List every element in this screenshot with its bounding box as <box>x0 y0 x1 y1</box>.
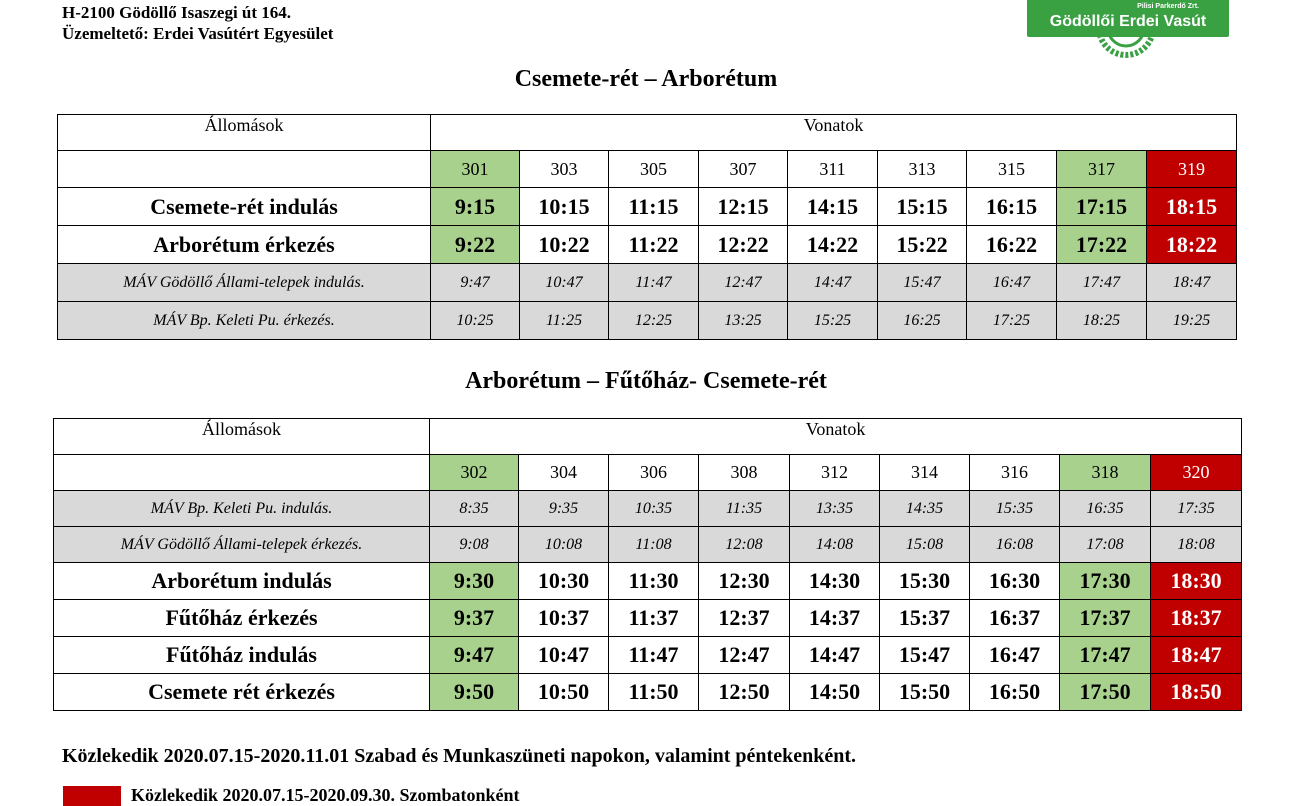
time-cell: 14:50 <box>790 674 880 711</box>
time-cell: 9:35 <box>519 491 609 527</box>
time-cell: 17:22 <box>1057 226 1147 264</box>
train-number: 303 <box>520 151 609 188</box>
time-cell: 14:08 <box>790 527 880 563</box>
time-cell: 17:25 <box>967 302 1057 340</box>
time-cell: 15:15 <box>878 188 967 226</box>
time-cell: 8:35 <box>430 491 519 527</box>
time-cell: 10:08 <box>519 527 609 563</box>
time-cell: 16:22 <box>967 226 1057 264</box>
time-cell: 15:47 <box>878 264 967 302</box>
station-name: Fűtőház indulás <box>54 637 430 674</box>
time-cell: 18:47 <box>1147 264 1237 302</box>
station-name: Fűtőház érkezés <box>54 600 430 637</box>
time-cell: 12:50 <box>699 674 790 711</box>
station-name: Csemete-rét indulás <box>58 188 431 226</box>
empty-cell <box>58 151 431 188</box>
time-cell: 9:15 <box>431 188 520 226</box>
time-cell: 17:37 <box>1060 600 1151 637</box>
stations-header: Állomások <box>54 419 430 455</box>
timetable-row <box>54 674 1242 711</box>
time-cell: 13:35 <box>790 491 880 527</box>
header-row <box>58 115 1237 151</box>
time-cell: 11:22 <box>609 226 699 264</box>
time-cell: 11:37 <box>609 600 699 637</box>
time-cell: 15:08 <box>880 527 970 563</box>
time-cell: 12:22 <box>699 226 788 264</box>
time-cell: 11:15 <box>609 188 699 226</box>
time-cell: 18:30 <box>1151 563 1242 600</box>
time-cell: 10:47 <box>520 264 609 302</box>
header-row <box>54 419 1242 455</box>
time-cell: 18:37 <box>1151 600 1242 637</box>
trains-header: Vonatok <box>431 115 1237 151</box>
train-number-row <box>58 151 1237 188</box>
time-cell: 16:25 <box>878 302 967 340</box>
time-cell: 9:47 <box>431 264 520 302</box>
time-cell: 18:15 <box>1147 188 1237 226</box>
address: H-2100 Gödöllő Isaszegi út 164. <box>62 3 292 22</box>
time-cell: 10:50 <box>519 674 609 711</box>
train-number: 312 <box>790 455 880 491</box>
time-cell: 15:30 <box>880 563 970 600</box>
time-cell: 14:47 <box>788 264 878 302</box>
train-number-row <box>54 455 1242 491</box>
train-number: 308 <box>699 455 790 491</box>
time-cell: 18:50 <box>1151 674 1242 711</box>
train-number: 316 <box>970 455 1060 491</box>
time-cell: 9:08 <box>430 527 519 563</box>
timetable-1 <box>57 114 1237 340</box>
train-number: 306 <box>609 455 699 491</box>
time-cell: 11:47 <box>609 264 699 302</box>
time-cell: 15:50 <box>880 674 970 711</box>
train-number: 320 <box>1151 455 1242 491</box>
time-cell: 9:30 <box>430 563 519 600</box>
time-cell: 11:47 <box>609 637 699 674</box>
time-cell: 10:15 <box>520 188 609 226</box>
time-cell: 12:08 <box>699 527 790 563</box>
time-cell: 9:50 <box>430 674 519 711</box>
time-cell: 17:08 <box>1060 527 1151 563</box>
time-cell: 9:47 <box>430 637 519 674</box>
time-cell: 17:47 <box>1057 264 1147 302</box>
legend-red-swatch <box>63 786 121 806</box>
time-cell: 17:47 <box>1060 637 1151 674</box>
time-cell: 11:25 <box>520 302 609 340</box>
logo-subtitle: Pilisi Parkerdő Zrt. <box>1137 3 1199 10</box>
train-number: 301 <box>431 151 520 188</box>
train-number: 302 <box>430 455 519 491</box>
time-cell: 16:35 <box>1060 491 1151 527</box>
time-cell: 9:22 <box>431 226 520 264</box>
table1-title: Csemete-rét – Arborétum <box>514 66 778 92</box>
time-cell: 14:22 <box>788 226 878 264</box>
time-cell: 10:25 <box>431 302 520 340</box>
time-cell: 15:47 <box>880 637 970 674</box>
time-cell: 16:37 <box>970 600 1060 637</box>
time-cell: 12:30 <box>699 563 790 600</box>
logo-title: Gödöllői Erdei Vasút <box>1049 13 1207 30</box>
train-number: 305 <box>609 151 699 188</box>
timetable-row <box>54 600 1242 637</box>
time-cell: 9:37 <box>430 600 519 637</box>
time-cell: 12:47 <box>699 637 790 674</box>
time-cell: 15:35 <box>970 491 1060 527</box>
time-cell: 10:37 <box>519 600 609 637</box>
station-name: Arborétum indulás <box>54 563 430 600</box>
time-cell: 16:30 <box>970 563 1060 600</box>
time-cell: 17:15 <box>1057 188 1147 226</box>
train-number: 317 <box>1057 151 1147 188</box>
time-cell: 15:25 <box>788 302 878 340</box>
timetable-2 <box>53 418 1242 711</box>
time-cell: 14:30 <box>790 563 880 600</box>
time-cell: 12:15 <box>699 188 788 226</box>
timetable-row <box>58 264 1237 302</box>
time-cell: 14:15 <box>788 188 878 226</box>
operator: Üzemeltető: Erdei Vasútért Egyesület <box>62 24 334 43</box>
station-name: MÁV Bp. Keleti Pu. érkezés. <box>58 302 431 340</box>
time-cell: 10:30 <box>519 563 609 600</box>
timetable-row <box>58 188 1237 226</box>
time-cell: 13:25 <box>699 302 788 340</box>
station-name: Arborétum érkezés <box>58 226 431 264</box>
time-cell: 12:25 <box>609 302 699 340</box>
train-number: 318 <box>1060 455 1151 491</box>
time-cell: 16:47 <box>970 637 1060 674</box>
train-number: 315 <box>967 151 1057 188</box>
time-cell: 18:22 <box>1147 226 1237 264</box>
time-cell: 14:35 <box>880 491 970 527</box>
time-cell: 18:25 <box>1057 302 1147 340</box>
stations-header: Állomások <box>58 115 431 151</box>
time-cell: 18:08 <box>1151 527 1242 563</box>
time-cell: 14:37 <box>790 600 880 637</box>
time-cell: 10:35 <box>609 491 699 527</box>
time-cell: 17:35 <box>1151 491 1242 527</box>
timetable-row <box>54 527 1242 563</box>
train-number: 311 <box>788 151 878 188</box>
timetable-row <box>54 491 1242 527</box>
time-cell: 11:30 <box>609 563 699 600</box>
timetable-row <box>58 302 1237 340</box>
wheel-icon <box>1097 28 1155 60</box>
time-cell: 10:47 <box>519 637 609 674</box>
station-name: MÁV Bp. Keleti Pu. indulás. <box>54 491 430 527</box>
time-cell: 10:22 <box>520 226 609 264</box>
train-number: 307 <box>699 151 788 188</box>
timetable-row <box>54 563 1242 600</box>
time-cell: 11:08 <box>609 527 699 563</box>
train-number: 319 <box>1147 151 1237 188</box>
time-cell: 16:08 <box>970 527 1060 563</box>
time-cell: 17:30 <box>1060 563 1151 600</box>
time-cell: 14:47 <box>790 637 880 674</box>
time-cell: 15:37 <box>880 600 970 637</box>
station-name: Csemete rét érkezés <box>54 674 430 711</box>
station-name: MÁV Gödöllő Állami-telepek érkezés. <box>54 527 430 563</box>
time-cell: 12:47 <box>699 264 788 302</box>
timetable-row <box>54 637 1242 674</box>
trains-header: Vonatok <box>430 419 1242 455</box>
operation-note: Közlekedik 2020.07.15-2020.11.01 Szabad és Munkaszüneti napokon, valamint péntekenként. <box>62 745 856 767</box>
timetable-row <box>58 226 1237 264</box>
empty-cell <box>54 455 430 491</box>
time-cell: 19:25 <box>1147 302 1237 340</box>
table2-title: Arborétum – Fűtőház- Csemete-rét <box>465 368 827 394</box>
train-number: 313 <box>878 151 967 188</box>
time-cell: 11:50 <box>609 674 699 711</box>
time-cell: 15:22 <box>878 226 967 264</box>
time-cell: 18:47 <box>1151 637 1242 674</box>
time-cell: 12:37 <box>699 600 790 637</box>
train-number: 304 <box>519 455 609 491</box>
legend-red-text: Közlekedik 2020.07.15-2020.09.30. Szombatonként <box>131 785 520 805</box>
station-name: MÁV Gödöllő Állami-telepek indulás. <box>58 264 431 302</box>
time-cell: 11:35 <box>699 491 790 527</box>
train-number: 314 <box>880 455 970 491</box>
time-cell: 17:50 <box>1060 674 1151 711</box>
time-cell: 16:15 <box>967 188 1057 226</box>
time-cell: 16:47 <box>967 264 1057 302</box>
time-cell: 16:50 <box>970 674 1060 711</box>
